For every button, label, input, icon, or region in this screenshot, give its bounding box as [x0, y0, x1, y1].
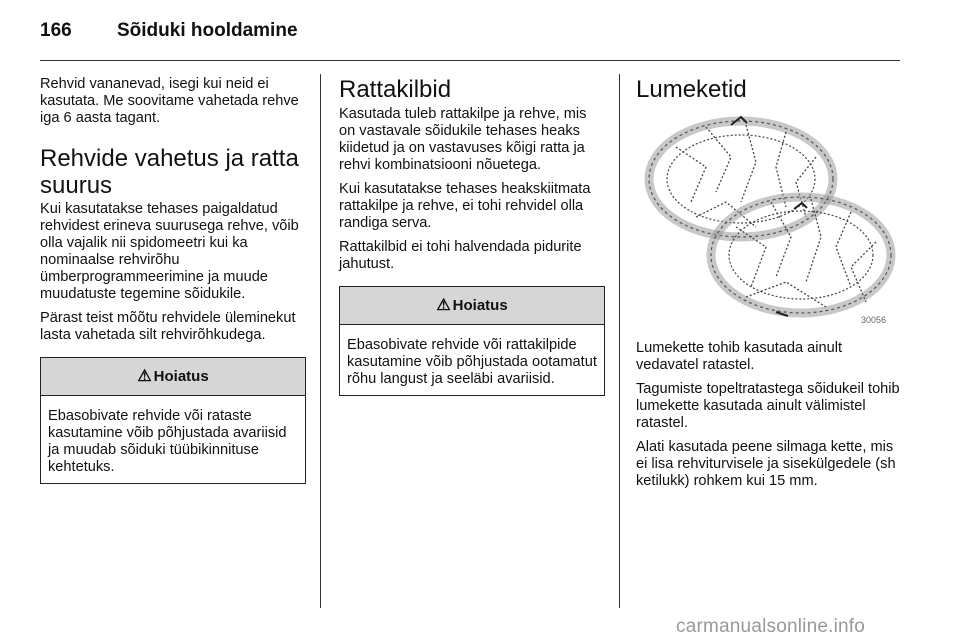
- header-divider: [40, 60, 900, 61]
- column-divider-1: [320, 74, 321, 608]
- column-divider-2: [619, 74, 620, 608]
- warning-box: [40, 357, 306, 484]
- column-2: [339, 76, 605, 396]
- warning-triangle-icon: ⚠: [137, 368, 152, 385]
- section-heading-hubcaps: Rattakilbid: [339, 76, 452, 103]
- watermark: carmanualsonline.info: [676, 616, 866, 637]
- warning-triangle-icon: ⚠: [436, 297, 451, 314]
- section-heading-snow-chains: Lumeketid: [636, 76, 747, 103]
- snow-chain-icon: [636, 107, 898, 329]
- warning-title: Hoiatus: [452, 297, 508, 314]
- paragraph: Rattakilbid ei tohi halvendada pidurite jahutust.: [339, 239, 582, 272]
- paragraph: Lumekette tohib kasutada ainult vedavatel ratastel.: [636, 340, 843, 373]
- paragraph: Alati kasutada peene silmaga kette, mis ei lisa rehviturvisele ja sisekülgedele (sh ketilukk) rohkem kui 15 mm.: [636, 439, 896, 489]
- column-3: [636, 76, 902, 497]
- section-heading-tyre-change: Rehvide vahetus ja ratta suurus: [40, 145, 299, 199]
- column-1: [40, 76, 306, 484]
- snow-chains-illustration: [636, 107, 898, 329]
- paragraph: Kui kasutatakse tehases heakskiitmata rattakilpe ja rehve, ei tohi rehvidel olla randiga serva.: [339, 181, 591, 231]
- paragraph: Kasutada tuleb rattakilpe ja rehve, mis on vastavale sõidukile tehases heaks kiidetud ja on vastavuses kõigi ratta ja rehvi kombinatsiooni nõuetega.: [339, 106, 587, 173]
- paragraph: Kui kasutatakse tehases paigaldatud rehvidest erineva suurusega rehve, võib olla vajalik nii spidomeetri kui ka nominaalse rehvirõhu ümberprogrammeerimine ja muude muudatuste tegemine sõidukile.: [40, 201, 299, 302]
- paragraph: Tagumiste topeltratastega sõidukeil tohib lumekette kasutada ainult välimistel ratastel.: [636, 381, 900, 431]
- warning-box: [339, 286, 605, 396]
- warning-header: [340, 287, 604, 325]
- intro-paragraph: Rehvid vananevad, isegi kui neid ei kasutata. Me soovitame vahetada rehve iga 6 aasta tagant.: [40, 76, 299, 126]
- page-title: Sõiduki hooldamine: [117, 20, 298, 41]
- figure-number: 30056: [861, 315, 887, 325]
- warning-text: Ebasobivate rehvide või rataste kasutamine võib põhjustada avariisid ja muudab sõiduki tüübikinnituse kehtetuks.: [48, 408, 287, 475]
- warning-header: [41, 358, 305, 396]
- page-number: 166: [40, 20, 72, 41]
- paragraph: Pärast teist mõõtu rehvidele üleminekut lasta vahetada silt rehvirõhkudega.: [40, 310, 296, 343]
- warning-title: Hoiatus: [153, 368, 209, 385]
- warning-text: Ebasobivate rehvide või rattakilpide kasutamine võib põhjustada ootamatut rõhu langust ja seeläbi avariisid.: [347, 337, 597, 387]
